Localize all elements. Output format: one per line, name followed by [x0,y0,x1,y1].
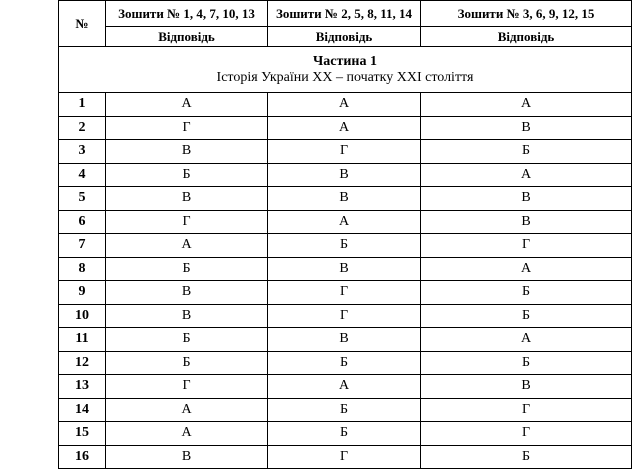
table-row [59,187,632,211]
question-number-cell: 4 [59,163,106,187]
answer-cell-group-3: В [421,116,632,140]
answer-cell-group-1: Б [106,351,268,375]
answer-cell-group-3: Б [421,281,632,305]
answer-cell-group-2: Г [268,445,421,469]
answer-cell-group-2: В [268,187,421,211]
answer-cell-group-3: В [421,187,632,211]
answer-cell-group-2: Г [268,140,421,164]
answer-cell-group-3: А [421,163,632,187]
header-row-notebooks [59,1,632,27]
answer-cell-group-2: А [268,93,421,117]
answer-cell-group-1: А [106,234,268,258]
answer-cell-group-1: В [106,304,268,328]
answer-cell-group-2: Б [268,351,421,375]
answer-cell-group-3: Г [421,422,632,446]
answer-label-2: Відповідь [268,27,421,47]
table-row [59,281,632,305]
answer-cell-group-2: В [268,328,421,352]
question-number-cell: 6 [59,210,106,234]
question-number-cell: 8 [59,257,106,281]
question-number-cell: 7 [59,234,106,258]
notebook-group-2-header: Зошити № 2, 5, 8, 11, 14 [268,1,421,27]
table-row [59,140,632,164]
number-header: № [59,1,106,47]
table-row [59,422,632,446]
question-number-cell: 16 [59,445,106,469]
answer-cell-group-2: В [268,163,421,187]
answer-cell-group-1: А [106,422,268,446]
question-number-cell: 15 [59,422,106,446]
answer-cell-group-3: А [421,328,632,352]
part-header-cell [59,47,632,93]
answer-cell-group-1: В [106,281,268,305]
answer-cell-group-3: А [421,93,632,117]
answer-cell-group-1: Б [106,163,268,187]
answer-cell-group-3: Г [421,234,632,258]
answer-cell-group-3: Б [421,445,632,469]
answer-cell-group-3: Б [421,140,632,164]
question-number-cell: 12 [59,351,106,375]
table-row [59,304,632,328]
answer-cell-group-2: А [268,210,421,234]
answer-cell-group-1: Г [106,375,268,399]
table-row [59,234,632,258]
answer-cell-group-3: Б [421,351,632,375]
question-number-cell: 11 [59,328,106,352]
table-row [59,210,632,234]
table-row [59,445,632,469]
answer-cell-group-1: Г [106,116,268,140]
part-title: Частина 1 [313,53,377,69]
answer-cell-group-2: Б [268,398,421,422]
question-number-cell: 1 [59,93,106,117]
answer-cell-group-1: Б [106,328,268,352]
answer-cell-group-1: В [106,187,268,211]
table-row [59,257,632,281]
answer-cell-group-2: Г [268,281,421,305]
answer-cell-group-3: В [421,375,632,399]
table-row [59,351,632,375]
answer-cell-group-2: А [268,375,421,399]
table-row [59,93,632,117]
answer-cell-group-2: Б [268,234,421,258]
question-number-cell: 14 [59,398,106,422]
question-number-cell: 5 [59,187,106,211]
question-number-cell: 2 [59,116,106,140]
answer-cell-group-3: Г [421,398,632,422]
question-number-cell: 3 [59,140,106,164]
answer-cell-group-1: В [106,445,268,469]
answer-cell-group-1: В [106,140,268,164]
notebook-group-3-header: Зошити № 3, 6, 9, 12, 15 [421,1,632,27]
answer-label-3: Відповідь [421,27,632,47]
answer-cell-group-2: А [268,116,421,140]
answer-cell-group-2: Г [268,304,421,328]
table-row [59,375,632,399]
notebook-group-1-header: Зошити № 1, 4, 7, 10, 13 [106,1,268,27]
answer-cell-group-3: Б [421,304,632,328]
part-subtitle: Історія України ХХ – початку ХХІ століття [216,69,474,85]
answer-cell-group-1: Г [106,210,268,234]
table-row [59,398,632,422]
answer-cell-group-1: Б [106,257,268,281]
answer-cell-group-1: А [106,398,268,422]
answer-key-table [58,0,632,469]
question-number-cell: 13 [59,375,106,399]
table-row [59,163,632,187]
header-row-answer [59,27,632,47]
answer-cell-group-2: В [268,257,421,281]
answer-cell-group-2: Б [268,422,421,446]
question-number-cell: 10 [59,304,106,328]
part-header-row [59,47,632,93]
answer-cell-group-3: А [421,257,632,281]
question-number-cell: 9 [59,281,106,305]
answer-cell-group-3: В [421,210,632,234]
answer-label-1: Відповідь [106,27,268,47]
table-row [59,328,632,352]
answer-cell-group-1: А [106,93,268,117]
table-row [59,116,632,140]
